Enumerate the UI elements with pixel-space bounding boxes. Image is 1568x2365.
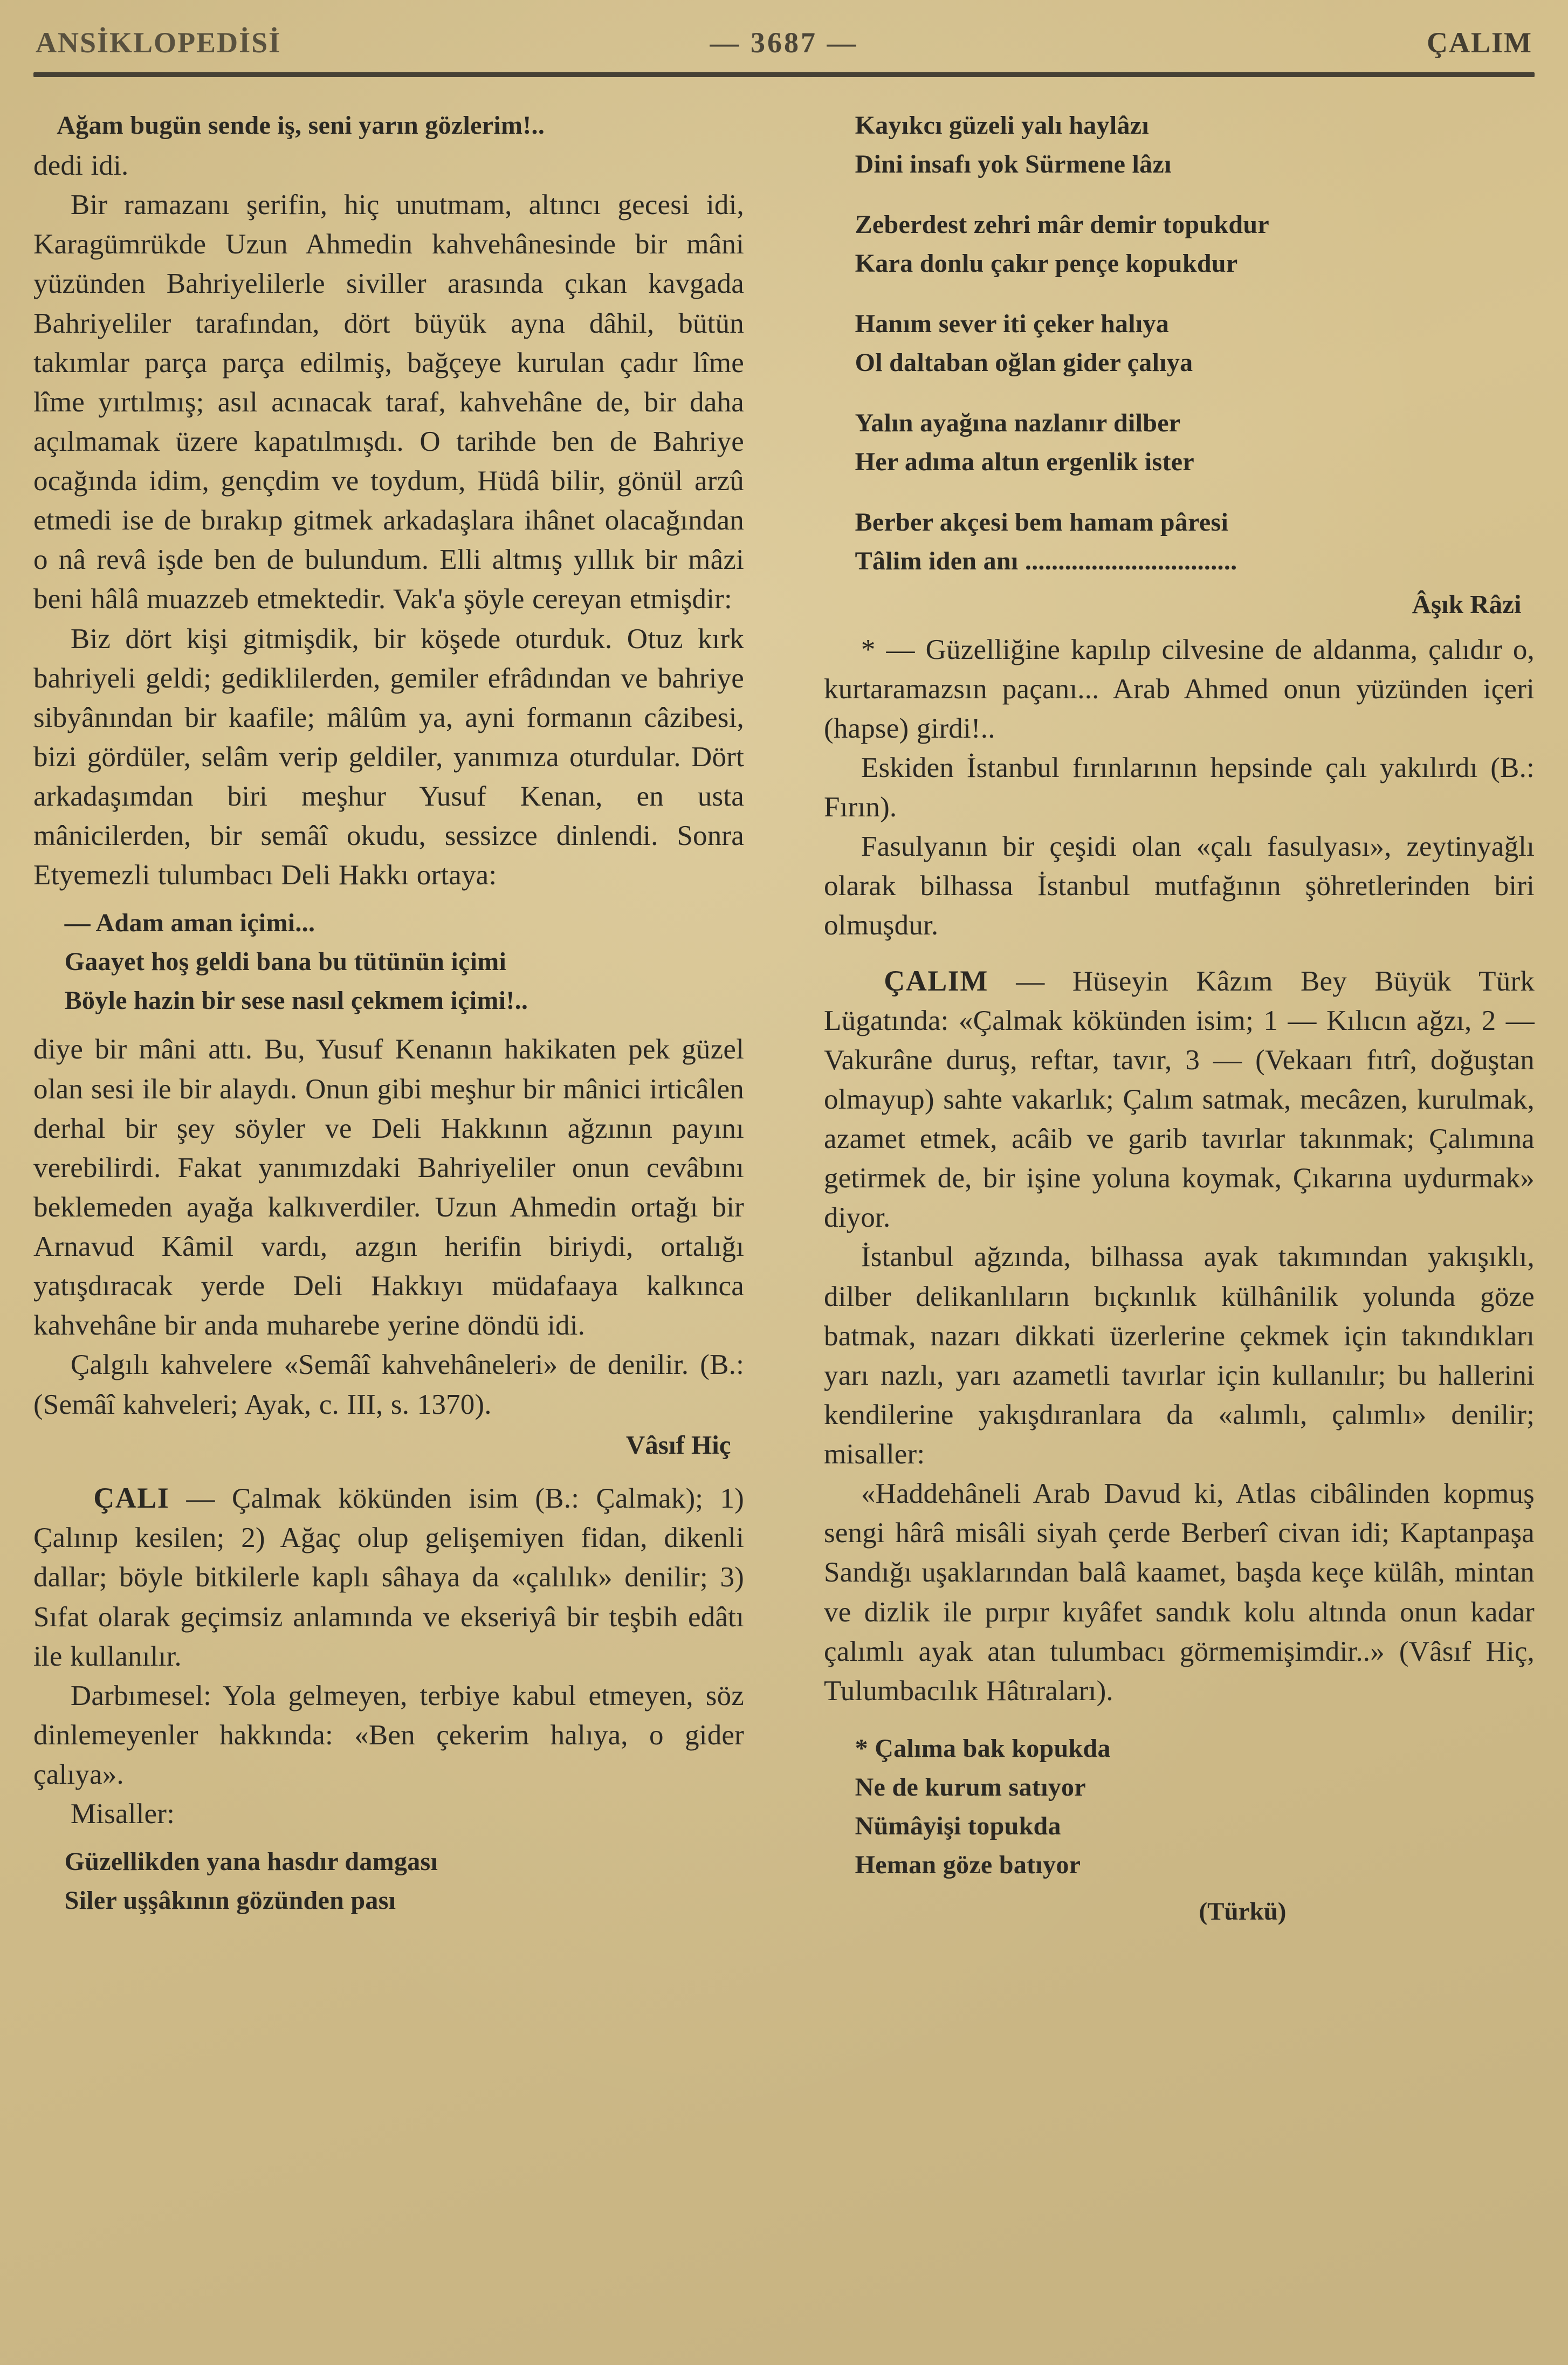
example-verse-group (33, 1842, 744, 1920)
entry-cali (33, 1478, 744, 1676)
running-head-entry: ÇALIM (1427, 26, 1532, 59)
verse-line: Yalın ayağına nazlanır dilber (855, 409, 1181, 437)
paragraph: «Haddehâneli Arab Davud ki, Atlas cibâlinden kopmuş sengi hârâ misâli siyah çerde Berberî civan idi; Kaptanpaşa Sandığı uşaklarından balâ kaamet, başda keçe külâh, mintan ve dizlik ile pırpır kıyâfet sandık kolu altında onun kadar çalımlı ayak atan tulumbacı görmemişimdir..» (Vâsıf Hiç, Tulumbacılık Hâtıraları). (824, 1478, 1535, 1707)
verse-line: Heman göze batıyor (855, 1850, 1081, 1879)
verse-line: Siler uşşâkının gözünden pası (64, 1886, 396, 1915)
paragraph: * — Güzelliğine kapılıp cilvesine de aldanma, çalıdır o, kurtaramazsın paçanı... Arab Ahmed onun yüzünden içeri (hapse) girdi!.. (824, 634, 1535, 744)
author-signature: Vâsıf Hiç (625, 1429, 731, 1460)
verse-line: Zeberdest zehri mâr demir topukdur (855, 210, 1269, 239)
source-attribution: (Türkü) (1199, 1897, 1287, 1926)
verse-line: Ol daltaban oğlan gider çalıya (855, 348, 1193, 377)
verse-line: Kara donlu çakır pençe kopukdur (855, 249, 1238, 278)
entry-body: — Hüseyin Kâzım Bey Büyük Türk Lügatında: «Çalmak kökünden isim; 1 — Kılıcın ağzı, 2 — Vakurâne duruş, reftar, tavır, 3 — (Vekaarı fıtrî, doğuştan olmayup) sahte vakarlık; Çalım satmak, mecâzen, kurulmak, azamet etmek, acâib ve garib tavırlar takınmak; Çalımına getirmek de, bir işine yoluna koymak, Çıkarına uydurmak» diyor. (824, 965, 1535, 1234)
two-column-text (33, 106, 1535, 1930)
header-rule (33, 72, 1535, 77)
verse-line: Güzellikden yana hasdır damgası (64, 1847, 438, 1876)
paragraph: Fasulyanın bir çeşidi olan «çalı fasulyası», zeytinyağlı olarak bilhassa İstanbul mutfağının şöhretlerinden biri olmuşdur. (824, 831, 1535, 941)
verse-line: Nümâyişi topukda (855, 1811, 1061, 1840)
author-signature: Âşık Râzi (1412, 589, 1522, 619)
paragraph: İstanbul ağzında, bilhassa ayak takımından yakışıklı, dilber delikanlıların bıçkınlık külhânilik yolunda göze batmak, nazarı dikkati üzerlerine çekmek için takındıkları yarı nazlı, yarı azametli tavırlar için kullanılır; bu hallerini kendilerine yakışdıranlara da «alımlı, çalımlı» denilir; misaller: (824, 1241, 1535, 1470)
entry-body: — Çalmak kökünden isim (B.: Çalmak); 1) Çalınıp kesilen; 2) Ağaç olup gelişemiyen fidan, dikenli dallar; böyle bitkilerle kaplı sâhaya da «çalılık» denilir; 3) Sıfat olarak geçimsiz anlamında ve ekseriyâ bir teşbih edâtı ile kullanılır. (33, 1483, 744, 1672)
couplet (824, 404, 1535, 482)
verse-line: Berber akçesi bem hamam pâresi (855, 508, 1229, 537)
paragraph: Darbımesel: Yola gelmeyen, terbiye kabul etmeyen, söz dinlemeyenler hakkında: «Ben çekerim halıya, o gider çalıya». (33, 1680, 744, 1791)
verse-line: Ne de kurum satıyor (855, 1772, 1086, 1802)
couplet (824, 503, 1535, 581)
left-column (33, 106, 744, 1930)
right-column (824, 106, 1535, 1930)
entry-headword: ÇALIM (884, 964, 988, 997)
verse-line: Her adıma altun ergenlik ister (855, 448, 1194, 476)
verse-line: * Çalıma bak kopukda (855, 1734, 1111, 1763)
work-title: ANSİKLOPEDİSİ (36, 26, 281, 59)
mani-verse-group (33, 904, 744, 1020)
page-number: — 3687 — (710, 26, 858, 59)
verse-line: Gaayet hoş geldi bana bu tütünün içimi (64, 947, 507, 977)
paragraph: Misaller: (70, 1798, 175, 1830)
verse-line: Kayıkcı güzeli yalı haylâzı (855, 111, 1150, 140)
paragraph: dedi idi. (33, 150, 129, 181)
verse-line: Böyle hazin bir sese nasıl çekmem içimi!.. (64, 986, 528, 1015)
verse-line: Tâlim iden anı ................................ (855, 547, 1237, 575)
paragraph: Eskiden İstanbul fırınlarının hepsinde çalı yakılırdı (B.: Fırın). (824, 752, 1535, 823)
paragraph: diye bir mâni attı. Bu, Yusuf Kenanın hakikaten pek güzel olan sesi ile bir alaydı. Onun gibi meşhur bir mânici irticâlen derhal bir şey söyler ve Deli Hakkının ağzının payını verebilirdi. Fakat yanımızdaki Bahriyeliler onun cevâbını beklemeden ayağa kalkıverdiler. Uzun Ahmedin ortağı bir Arnavud Kâmil vardı, azgın herifin biriydi, ortalığı yatışdıracak yerde Deli Hakkıyı müdafaaya kalkınca kahvehâne bir anda muharebe yerine döndü idi. (33, 1034, 744, 1342)
verse-line: — Adam aman içimi... (64, 909, 315, 938)
verse-line: Hanım sever iti çeker halıya (855, 310, 1170, 338)
turku-verse-group (824, 1729, 1535, 1885)
verse-line: Ağam bugün sende iş, seni yarın gözlerim!.. (57, 111, 545, 140)
paragraph: Bir ramazanı şerifin, hiç unutmam, altıncı gecesi idi, Karagümrükde Uzun Ahmedin kahvehânesinde bir mâni yüzünden Bahriyelilerle siviller arasında çıkan kavgada Bahriyeliler tarafından, dört büyük ayna dâhil, bütün takımlar parça parça edilmiş, bağçeye kurulan çadır lîme lîme yırtılmış; asıl acınacak taraf, kahvehâne de, bir daha açılmamak üzere kapatılmışdı. O tarihde ben de Bahriye ocağında idim, gençdim ve toydum, Hüdâ bilir, gönül arzû etmedi ise de bırakıp gitmek arkadaşlara ihânet olacağından o nâ revâ işde ben de bulundum. Elli altmış yıllık bir mâzi beni hâlâ muazzeb etmektedir. Vak'a şöyle cereyan etmişdir: (33, 189, 744, 615)
couplet (824, 205, 1535, 283)
paragraph: Biz dört kişi gitmişdik, bir köşede oturduk. Otuz kırk bahriyeli geldi; gediklilerden, gemiler efrâdından ve bahriye sibyânından bir kaafile; mâlûm ya, ayni formanın câzibesi, bizi gördüler, selâm verip geldiler, yanımıza oturdular. Dört arkadaşımdan biri meşhur Yusuf Kenan, en usta mânicilerden, bir semâî okudu, sessizce dinlendi. Sonra Etyemezli tulumbacı Deli Hakkı ortaya: (33, 623, 744, 891)
paragraph: Çalgılı kahvelere «Semâî kahvehâneleri» de denilir. (B.: (Semâî kahveleri; Ayak, c. III, s. 1370). (33, 1349, 744, 1420)
couplet (824, 305, 1535, 382)
entry-headword: ÇALI (93, 1482, 170, 1515)
page-header (33, 23, 1535, 59)
verse-line: Dini insafı yok Sürmene lâzı (855, 150, 1172, 178)
entry-calim (824, 961, 1535, 1238)
couplet (824, 106, 1535, 184)
